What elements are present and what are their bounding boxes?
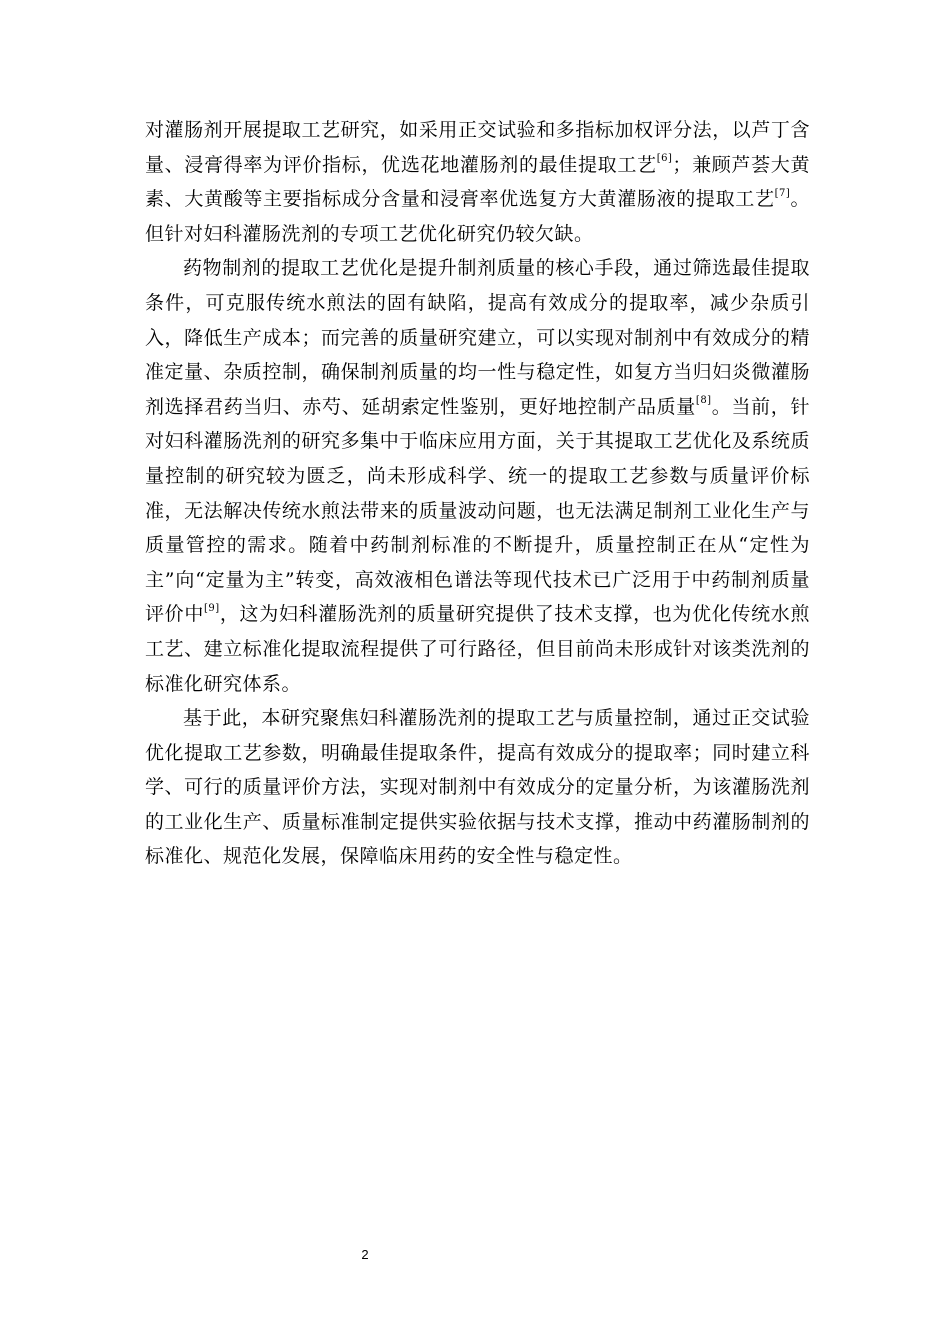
paragraph: [145, 113, 810, 251]
citation-ref: [8]: [695, 395, 712, 407]
paragraph-text: 基于此，本研究聚焦妇科灌肠洗剂的提取工艺与质量控制，通过正交试验优化提取工艺参数，明确最佳提取条件，提高有效成分的提取率；同时建立科学、可行的质量评价方法，实现对制剂中有效成分的定量分析，为该灌肠洗剂的工业化生产、质量标准制定提供实验依据与技术支撑，推动中药灌肠制剂的标准化、规范化发展，保障临床用药的安全性与稳定性。: [145, 707, 810, 868]
citation-ref: [7]: [774, 187, 791, 199]
citation-ref: [9]: [204, 602, 220, 614]
document-body: [145, 113, 810, 874]
paragraph-text: 。当前，针对妇科灌肠洗剂的研究多集中于临床应用方面，关于其提取工艺优化及系统质量控制的研究较为匮乏，尚未形成科学、统一的提取工艺参数与质量评价标准，无法解决传统水煎法带来的质量波动问题，也无法满足制剂工业化生产与质量管控的需求。随着中药制剂标准的不断提升，质量控制正在从“定性为主”向“定量为主”转变，高效液相色谱法等现代技术已广泛用于中药制剂质量评价中: [145, 395, 810, 626]
paragraph-text: 药物制剂的提取工艺优化是提升制剂质量的核心手段，通过筛选最佳提取条件，可克服传统水煎法的固有缺陷，提高有效成分的提取率，减少杂质引入，降低生产成本；而完善的质量研究建立，可以实现对制剂中有效成分的精准定量、杂质控制，确保制剂质量的均一性与稳定性，如复方当归妇炎微灌肠剂选择君药当归、赤芍、延胡索定性鉴别，更好地控制产品质量: [145, 257, 810, 418]
paragraph: [145, 701, 810, 874]
paragraph: [145, 251, 810, 701]
page-number: 2: [361, 1247, 369, 1262]
paragraph-text: ；兼顾芦荟大黄素、大黄酸等主要指标成分含量和浸膏率优选复方大黄灌肠液的提取工艺: [145, 153, 810, 211]
paragraph-text: 对灌肠剂开展提取工艺研究，如采用正交试验和多指标加权评分法，以芦丁含量、浸膏得率为评价指标，优选花地灌肠剂的最佳提取工艺: [145, 119, 810, 176]
paragraph-text: 。但针对妇科灌肠洗剂的专项工艺优化研究仍较欠缺。: [145, 188, 810, 245]
citation-ref: [6]: [656, 153, 673, 165]
paragraph-text: ，这为妇科灌肠洗剂的质量研究提供了技术支撑，也为优化传统水煎工艺、建立标准化提取流程提供了可行路径，但目前尚未形成针对该类洗剂的标准化研究体系。: [145, 603, 810, 695]
